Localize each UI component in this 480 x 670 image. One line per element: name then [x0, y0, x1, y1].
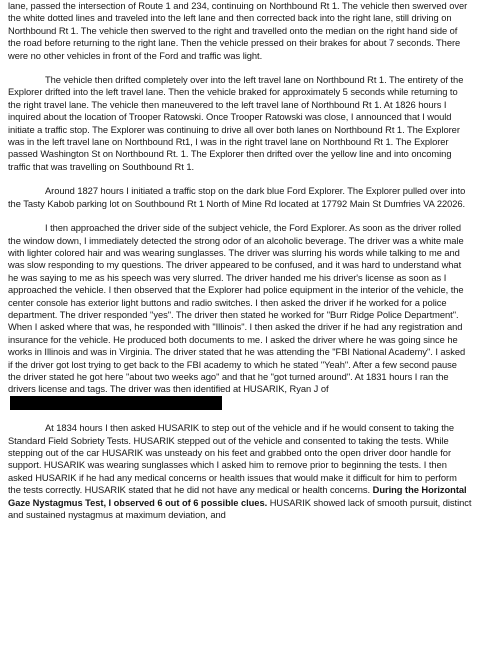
- paragraph-2: [8, 74, 472, 173]
- paragraph-3: [8, 185, 472, 210]
- paragraph-1-text: lane, passed the intersection of Route 1 and 234, continuing on Northbound Rt 1. The vehicle then swerved over the white dotted lines and traveled into the left lane and then corrected back into the right lane, still driving on Northbound Rt 1. The vehicle then swerved to the right and travelled onto the median on the right hand side of the road before returning to the right lane. Then the vehicle pressed on their brakes for about 7 seconds. There were no other vehicles in front of the Ford and traffic was light.: [8, 1, 468, 61]
- paragraph-5-tail-text: HUSARIK showed lack of smooth pursuit, distinct and sustained nystagmus at maximum deviation, and: [8, 497, 472, 521]
- paragraph-2-text: The vehicle then drifted completely over into the left travel lane on Northbound Rt 1. The entirety of the Explorer drifted into the left travel lane. Then the vehicle braked for approximately 5 seconds while returning to the right travel lane. The vehicle then maneuvered to the left travel lane of Northbound Rt 1. At 1826 hours I inquired about the location of Trooper Ratowski. Once Trooper Ratowski was close, I announced that I would initiate a traffic stop. The Explorer was continuing to drive all over both lanes on Northbound Rt 1. The Explorer was in the left travel lane on Northbound Rt1, I was in the right travel lane on Northbound Rt 1. The Explorer passed Washington St on Northbound Rt. 1. The Explorer then drifted over the yellow line and into oncoming traffic that was travelling on Southbound Rt 1.: [8, 75, 464, 172]
- paragraph-3-text: Around 1827 hours I initiated a traffic stop on the dark blue Ford Explorer. The Explorer pulled over into the Tasty Kabob parking lot on Southbound Rt 1 North of Mine Rd located at 17792 Main St Dumfries VA 22026.: [8, 186, 466, 209]
- paragraph-5-bold-text: During the Horizontal Gaze Nystagmus Test, I observed 6 out of 6 possible clues.: [8, 485, 467, 508]
- paragraph-4-text: I then approached the driver side of the subject vehicle, the Ford Explorer. As soon as the driver rolled the window down, I immediately detected the strong odor of an alcoholic beverage. The driver was a white male with lighter colored hair and was wearing sunglasses. The driver was slurring his words while talking to me and was slow responding to my questions. The driver appeared to be confused, and it was hard to understand what he was saying to me as his speech was very slurred. The driver handed me his driver's license as soon as I approached the vehicle. I then observed that the Explorer had police equipment in the interior of the vehicle, the center console has exterior light buttons and radio switches. I then asked the driver if he worked for a police department. The driver responded "yes". The driver then stated he worked for "Burr Ridge Police Department". When I asked where that was, he responded with "Illinois". I then asked the driver if he had any registration and insurance for the vehicle. He produced both documents to me. I asked the driver where he was going since he works in Illinois and was in Virginia. The driver stated that he was attending the "FBI National Academy". I asked if the driver got lost trying to get back to the FBI academy to which he stated "Yeah". After a few second pause the driver stated he got here "about two weeks ago" and that he "got turned around". At 1831 hours I ran the drivers license and tags. The driver was then identified at HUSARIK, Ryan J of: [8, 223, 466, 395]
- paragraph-1: [8, 0, 472, 62]
- redaction-block: [10, 396, 222, 410]
- paragraph-5-text: At 1834 hours I then asked HUSARIK to step out of the vehicle and if he would consent to taking the Standard Field Sobriety Tests. HUSARIK stepped out of the vehicle and consented to taking the tests. While stepping out of the car HUSARIK was unsteady on his feet and grabbed onto the open driver door handle for support. HUSARIK was wearing sunglasses which I asked him to remove prior to beginning the tests. I then asked HUSARIK if he had any medical concerns or health issues that would make it difficult for him to perform the tests correctly. HUSARIK stated that he did not have any medical or health concerns.: [8, 423, 457, 496]
- paragraph-4: [8, 222, 472, 410]
- paragraph-5: [8, 422, 472, 521]
